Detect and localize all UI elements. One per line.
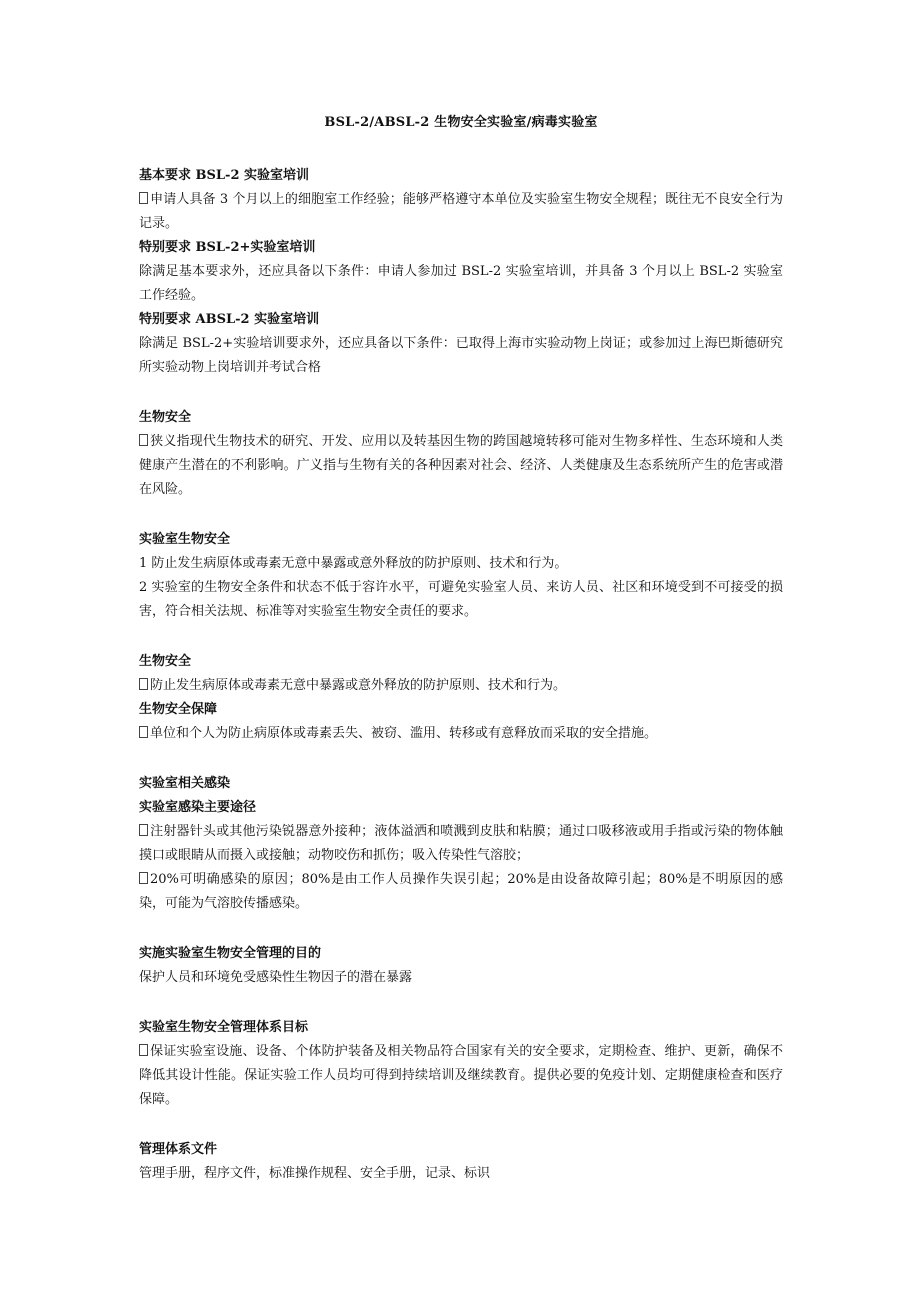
paragraph-text: 注射器针头或其他污染锐器意外接种；液体溢洒和喷溅到皮肤和粘膜；通过口吸移液或用手指或污染的物体触摸口或眼睛从而摄入或接触；动物咬伤和抓伤；吸入传染性气溶胶； bbox=[139, 824, 783, 863]
section-paragraph bbox=[139, 674, 783, 698]
paragraph-text: 除满足 BSL-2+实验培训要求外，还应具备以下条件：已取得上海市实验动物上岗证；或参加过上海巴斯德研究所实验动物上岗培训并考试合格 bbox=[139, 336, 783, 375]
section-2 bbox=[139, 406, 783, 502]
section-paragraph bbox=[139, 966, 783, 990]
paragraph-text: 防止发生病原体或毒素无意中暴露或意外释放的防护原则、技术和行为。 bbox=[150, 678, 567, 693]
bullet-box-icon bbox=[139, 192, 148, 204]
bullet-box-icon bbox=[139, 824, 148, 836]
section-paragraph bbox=[139, 820, 783, 868]
section-paragraph bbox=[139, 552, 783, 576]
section-heading: 特别要求 ABSL-2 实验室培训 bbox=[139, 312, 320, 327]
section-heading: 管理体系文件 bbox=[139, 1142, 218, 1157]
bullet-box-icon bbox=[139, 726, 148, 738]
paragraph-text: 保证实验室设施、设备、个体防护装备及相关物品符合国家有关的安全要求，定期检查、维护、更新，确保不降低其设计性能。保证实验工作人员均可得到持续培训及继续教育。提供必要的免疫计划、定期健康检查和医疗保障。 bbox=[139, 1044, 783, 1107]
section-heading: 实验室生物安全 bbox=[139, 532, 231, 547]
paragraph-text: 狭义指现代生物技术的研究、开发、应用以及转基因生物的跨国越境转移可能对生物多样性、生态环境和人类健康产生潜在的不利影响。广义指与生物有关的各种因素对社会、经济、人类健康及生态系统所产生的危害或潜在风险。 bbox=[139, 434, 783, 497]
section-heading: 生物安全保障 bbox=[139, 702, 218, 717]
paragraph-text: 20%可明确感染的原因；80%是由工作人员操作失误引起；20%是由设备故障引起；80%是不明原因的感染，可能为气溶胶传播感染。 bbox=[139, 872, 783, 911]
section-paragraph bbox=[139, 260, 783, 308]
bullet-box-icon bbox=[139, 1044, 148, 1056]
document-content bbox=[139, 164, 783, 1186]
section-heading: 特别要求 BSL-2+实验室培训 bbox=[139, 240, 316, 255]
paragraph-text: 1 防止发生病原体或毒素无意中暴露或意外释放的防护原则、技术和行为。 bbox=[139, 556, 568, 571]
section-heading: 生物安全 bbox=[139, 654, 192, 669]
bullet-box-icon bbox=[139, 678, 148, 690]
bullet-box-icon bbox=[139, 434, 148, 446]
document-title: BSL-2/ABSL-2 生物安全实验室/病毒实验室 bbox=[324, 115, 598, 130]
section-paragraph bbox=[139, 868, 783, 916]
section-heading: 基本要求 BSL-2 实验室培训 bbox=[139, 168, 310, 183]
section-7 bbox=[139, 1016, 783, 1112]
document-page bbox=[139, 112, 783, 1212]
section-paragraph bbox=[139, 332, 783, 380]
section-8 bbox=[139, 1138, 783, 1186]
section-4 bbox=[139, 650, 783, 746]
section-heading: 生物安全 bbox=[139, 410, 192, 425]
bullet-box-icon bbox=[139, 872, 148, 884]
paragraph-text: 除满足基本要求外，还应具备以下条件：申请人参加过 BSL-2 实验室培训，并具备 3 个月以上 BSL-2 实验室工作经验。 bbox=[139, 264, 783, 303]
section-paragraph bbox=[139, 1040, 783, 1112]
section-paragraph bbox=[139, 1162, 783, 1186]
section-paragraph bbox=[139, 188, 783, 236]
section-heading: 实验室感染主要途径 bbox=[139, 800, 257, 815]
paragraph-text: 保护人员和环境免受感染性生物因子的潜在暴露 bbox=[139, 970, 413, 985]
paragraph-text: 管理手册，程序文件，标准操作规程、安全手册，记录、标识 bbox=[139, 1166, 491, 1181]
paragraph-text: 申请人具备 3 个月以上的细胞室工作经验；能够严格遵守本单位及实验室生物安全规程；既往无不良安全行为记录。 bbox=[139, 192, 783, 231]
paragraph-text: 单位和个人为防止病原体或毒素丢失、被窃、滥用、转移或有意释放而采取的安全措施。 bbox=[150, 726, 658, 741]
section-paragraph bbox=[139, 722, 783, 746]
section-heading: 实验室生物安全管理体系目标 bbox=[139, 1020, 309, 1035]
section-5 bbox=[139, 772, 783, 916]
section-paragraph bbox=[139, 576, 783, 624]
section-paragraph bbox=[139, 430, 783, 502]
paragraph-text: 2 实验室的生物安全条件和状态不低于容许水平，可避免实验室人员、来访人员、社区和环境受到不可接受的损害，符合相关法规、标准等对实验室生物安全责任的要求。 bbox=[139, 580, 783, 619]
section-3 bbox=[139, 528, 783, 624]
section-1 bbox=[139, 164, 783, 380]
section-heading: 实施实验室生物安全管理的目的 bbox=[139, 946, 322, 961]
section-heading: 实验室相关感染 bbox=[139, 776, 231, 791]
section-6 bbox=[139, 942, 783, 990]
